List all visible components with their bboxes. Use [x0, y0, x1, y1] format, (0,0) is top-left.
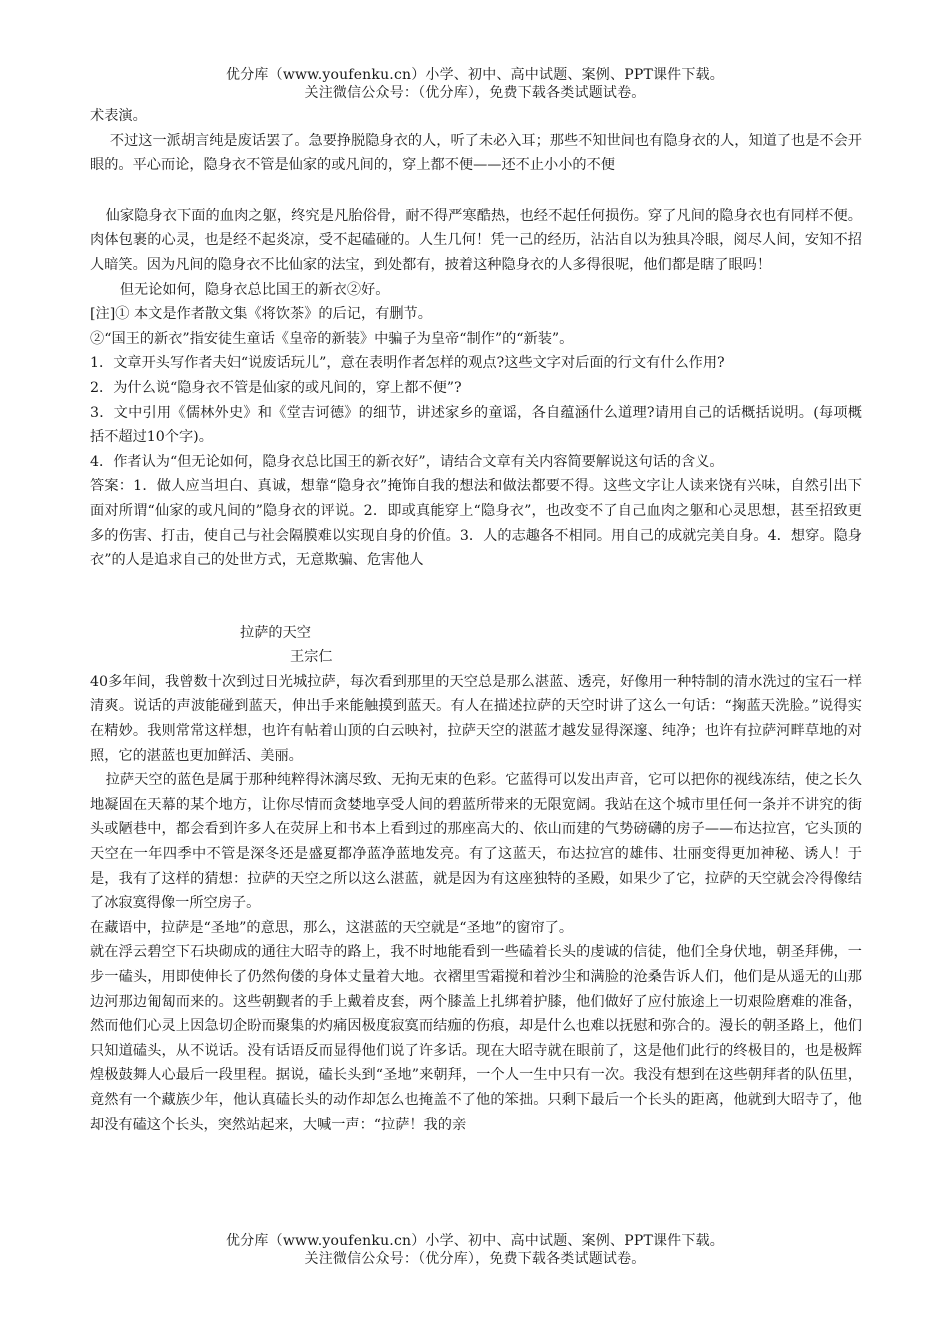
question: 1．文章开头写作者夫妇“说废话玩儿”，意在表明作者怎样的观点?这些文字对后面的行文有什么作用? — [90, 355, 725, 372]
question: 4．作者认为“但无论如何，隐身衣总比国王的新衣好”，请结合文章有关内容简要解说这句话的含义。 — [90, 453, 724, 470]
paragraph: 但无论如何，隐身衣总比国王的新衣②好。 — [119, 281, 390, 298]
question: 2．为什么说“隐身衣不管是仙家的或凡间的，穿上都不便”? — [90, 379, 462, 396]
paragraph-continuation: 术表演。 — [90, 108, 147, 124]
paragraph: 仙家隐身衣下面的血肉之躯，终究是凡胎俗骨，耐不得严寒酷热，也经不起任何损伤。穿了凡间的隐身衣也有同样不便。肉体包裹的心灵，也是经不起炎凉，受不起磕碰的。人生几何！凭一己的经历，沾沾自以为独具冷眼，阅尽人间，安知不招人暗笑。因为凡间的隐身衣不比仙家的法宝，到处都有，披着这种隐身衣的人多得很呢，他们都是瞎了眼吗！ — [90, 207, 862, 273]
note: ②“国王的新衣”指安徒生童话《皇帝的新装》中骗子为皇帝“制作”的“新装”。 — [90, 330, 574, 347]
page-header — [0, 66, 950, 102]
paragraph: 40多年间，我曾数十次到过日光城拉萨，每次看到那里的天空总是那么湛蓝、透亮，好像用一种特制的清水洗过的宝石一样清爽。说话的声波能碰到蓝天，伸出手来能触摸到蓝天。有人在描述拉萨的天空时讲了这么一句话：“掬蓝天洗脸。”说得实在精妙。我则常常这样想，也许有帖着山顶的白云映衬，拉萨天空的湛蓝才越发显得深邃、纯净；也许有拉萨河畔草地的对照，它的湛蓝也更加鲜活、美丽。 — [90, 673, 862, 764]
paragraph: 拉萨天空的蓝色是属于那种纯粹得沐漓尽致、无拘无束的色彩。它蓝得可以发出声音，它可以把你的视线冻结，使之长久地凝固在天幕的某个地方，让你尽情而贪婪地享受人间的碧蓝所带来的无限宽阔。我站在这个城市里任何一条并不讲究的街头或陋巷中，都会看到许多人在荧屏上和书本上看到过的那座高大的、依山而建的气势磅礴的房子——布达拉宫，它头顶的天空在一年四季中不管是深冬还是盛夏都净蓝净蓝地发亮。有了这蓝天，布达拉宫的雄伟、壮丽变得更加神秘、诱人！于是，我有了这样的猜想：拉萨的天空之所以这么湛蓝，就是因为有这座独特的圣殿，如果少了它，拉萨的天空就会冷得像结了冰寂寞得像一所空房子。 — [90, 772, 862, 912]
footer-line-2: 关注微信公众号：（优分库），免费下载各类试题试卷。 — [304, 1251, 646, 1267]
spacer — [90, 178, 862, 204]
paragraph: 不过这一派胡言纯是废话罢了。急要挣脱隐身衣的人，听了未必入耳；那些不知世间也有隐身衣的人，知道了也是不会开眼的。平心而论，隐身衣不管是仙家的或凡间的，穿上都不便——还不止小小的不便 — [90, 132, 862, 174]
article-author: 王宗仁 — [290, 649, 333, 666]
document-body — [90, 104, 862, 1137]
spacer — [90, 573, 862, 621]
page-footer — [0, 1232, 950, 1268]
header-line-2: 关注微信公众号：（优分库），免费下载各类试题试卷。 — [304, 85, 646, 101]
header-line-1: 优分库（www.youfenku.cn）小学、初中、高中试题、案例、PPT课件下载。 — [226, 67, 724, 83]
paragraph: 在藏语中，拉萨是“圣地”的意思，那么，这湛蓝的天空就是“圣地”的窗帘了。 — [90, 919, 574, 936]
answer-block: 答案：1．做人应当坦白、真诚，想靠“隐身衣”掩饰自我的想法和做法都要不得。这些文字让人读来饶有兴味，自然引出下面对所谓“仙家的或凡间的”隐身衣的评说。2．即或真能穿上“隐身衣”，也改变不了自己血肉之躯和心灵思想，甚至招致更多的伤害、打击，使自己与社会隔膜难以实现自身的价值。3．人的志趣各不相同。用自己的成就完美自身。4．想穿。隐身衣”的人是追求自己的处世方式，无意欺骗、危害他人 — [90, 478, 862, 569]
footer-line-1: 优分库（www.youfenku.cn）小学、初中、高中试题、案例、PPT课件下载。 — [226, 1233, 724, 1249]
paragraph: 就在浮云碧空下石块砌成的通往大昭寺的路上，我不时地能看到一些磕着长头的虔诚的信徒，他们全身伏地，朝圣拜佛，一步一磕头，用即使伸长了仍然佝偻的身体丈量着大地。衣褶里雪霜搅和着沙尘和满脸的沧桑告诉人们，他们是从遥无的山那边河那边匍匐而来的。这些朝觐者的手上戴着皮套，两个膝盖上扎绑着护膝，他们做好了应付旅途上一切艰险磨难的准备，然而他们心灵上因急切企盼而聚集的灼痛因极度寂寞而结痂的伤痕，却是什么也难以抚慰和弥合的。漫长的朝圣路上，他们只知道磕头，从不说话。没有话语反而显得他们说了许多话。现在大昭寺就在眼前了，这是他们此行的终极目的，也是极辉煌极鼓舞人心最后一段里程。据说，磕长头到“圣地”来朝拜，一个人一生中只有一次。我没有想到在这些朝拜者的队伍里，竟然有一个藏族少年，他认真磕长头的动作却怎么也掩盖不了他的笨拙。只剩下最后一个长头的距离，他就到大昭寺了，他却没有磕这个长头，突然站起来，大喊一声：“拉萨！我的亲 — [90, 944, 862, 1133]
question: 3．文中引用《儒林外史》和《堂吉诃德》的细节，讲述家乡的童谣，各自蕴涵什么道理?请用自己的话概括说明。(每项概括不超过10个字)。 — [90, 404, 862, 446]
article-title: 拉萨的天空 — [240, 624, 311, 641]
note: [注]① 本文是作者散文集《将饮茶》的后记，有删节。 — [90, 306, 432, 323]
